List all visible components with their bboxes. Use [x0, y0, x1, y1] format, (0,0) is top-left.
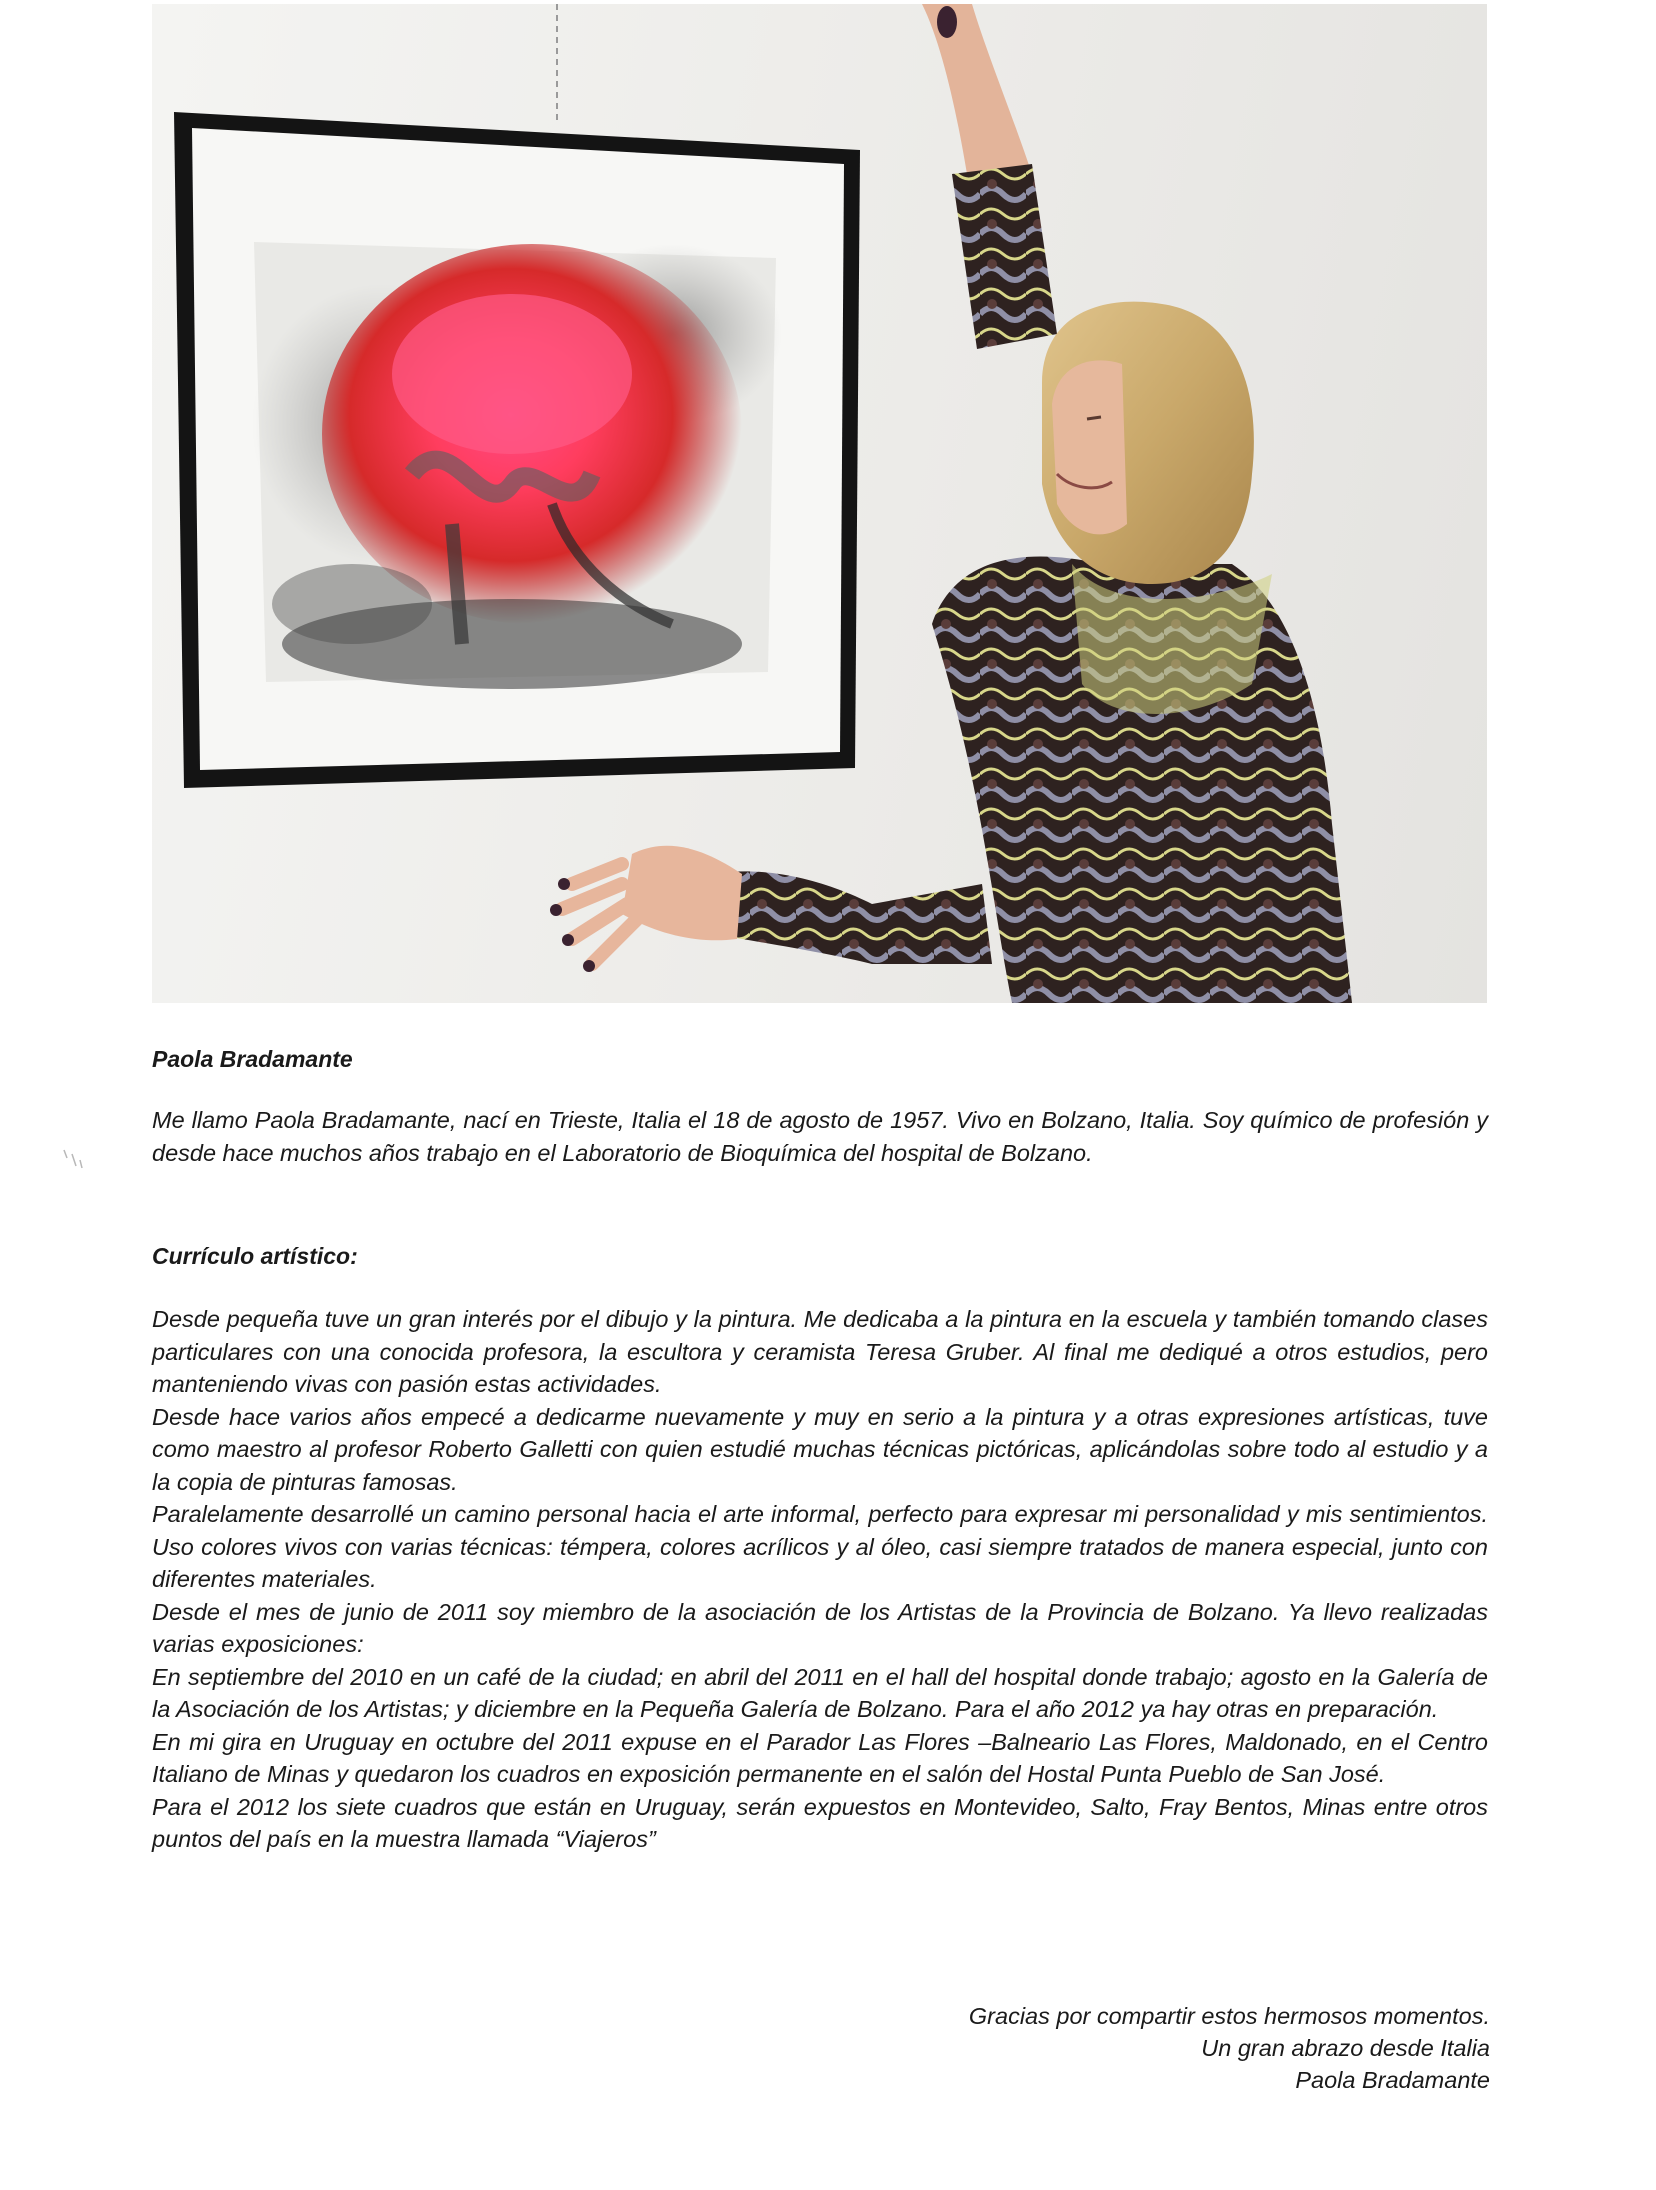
cv-heading: Currículo artístico: [152, 1243, 358, 1269]
scan-artifact [58, 1146, 88, 1172]
cv-paragraph: Desde pequeña tuve un gran interés por el dibujo y la pintura. Me dedicaba a la pintura en la escuela y también tomando clases particulares con una conocida profesora, la escultora y ceramista Teresa Gruber. Al final me dediqué a otros estudios, pero manteniendo vivas con pasión estas actividades. [152, 1306, 1488, 1397]
cv-paragraph: Para el 2012 los siete cuadros que están en Uruguay, serán expuestos en Montevideo, Salto, Fray Bentos, Minas entre otros puntos del país en la muestra llamada “Viajeros” [152, 1793, 1488, 1852]
closing-signature [800, 2000, 1490, 2096]
artist-photo [152, 4, 1487, 1003]
cv-paragraph: En septiembre del 2010 en un café de la ciudad; en abril del 2011 en el hall del hospital donde trabajo; agosto en la Galería de la Asociación de los Artistas; y diciembre en la Pequeña Galería de Bolzano. Para el año 2012 ya hay otras en preparación. [152, 1663, 1488, 1722]
cv-paragraph: Desde el mes de junio de 2011 soy miembro de la asociación de los Artistas de la Provincia de Bolzano. Ya llevo realizadas varias exposiciones: [152, 1598, 1488, 1657]
closing-signature-name: Paola Bradamante [1295, 2067, 1490, 2093]
closing-thanks: Gracias por compartir estos hermosos momentos. [968, 2003, 1490, 2029]
artist-head [1042, 302, 1254, 584]
cv-paragraph: En mi gira en Uruguay en octubre del 2011 expuse en el Parador Las Flores –Balneario Las Flores, Maldonado, en el Centro Italiano de Minas y quedaron los cuadros en exposición permanente en el salón del Hostal Punta Pueblo de San José. [152, 1728, 1488, 1787]
raised-arm [922, 4, 1057, 349]
cv-body [152, 1303, 1488, 1856]
reaching-arm [550, 846, 992, 972]
author-heading: Paola Bradamante [152, 1046, 353, 1072]
cv-paragraph: Desde hace varios años empecé a dedicarme nuevamente y muy en serio a la pintura y a otras expresiones artísticas, tuve como maestro al profesor Roberto Galletti con quien estudié muchas técnicas pictóricas, aplicándolas sobre todo al estudio y a la copia de pinturas famosas. [152, 1403, 1488, 1495]
intro-paragraph: Me llamo Paola Bradamante, nací en Trieste, Italia el 18 de agosto de 1957. Vivo en Bolzano, Italia. Soy químico de profesión y desde hace muchos años trabajo en el Laboratorio de Bioquímica del hospital de Bolzano. [152, 1107, 1488, 1166]
abstract-painting [252, 242, 782, 689]
cv-paragraph: Paralelamente desarrollé un camino personal hacia el arte informal, perfecto para expresar mi personalidad y mis sentimientos. Uso colores vivos con varias técnicas: témpera, colores acrílicos y al óleo, casi siempre tratados de manera especial, junto con diferentes materiales. [152, 1501, 1488, 1592]
closing-greeting: Un gran abrazo desde Italia [1201, 2035, 1490, 2061]
photo-illustration [152, 4, 1487, 1003]
